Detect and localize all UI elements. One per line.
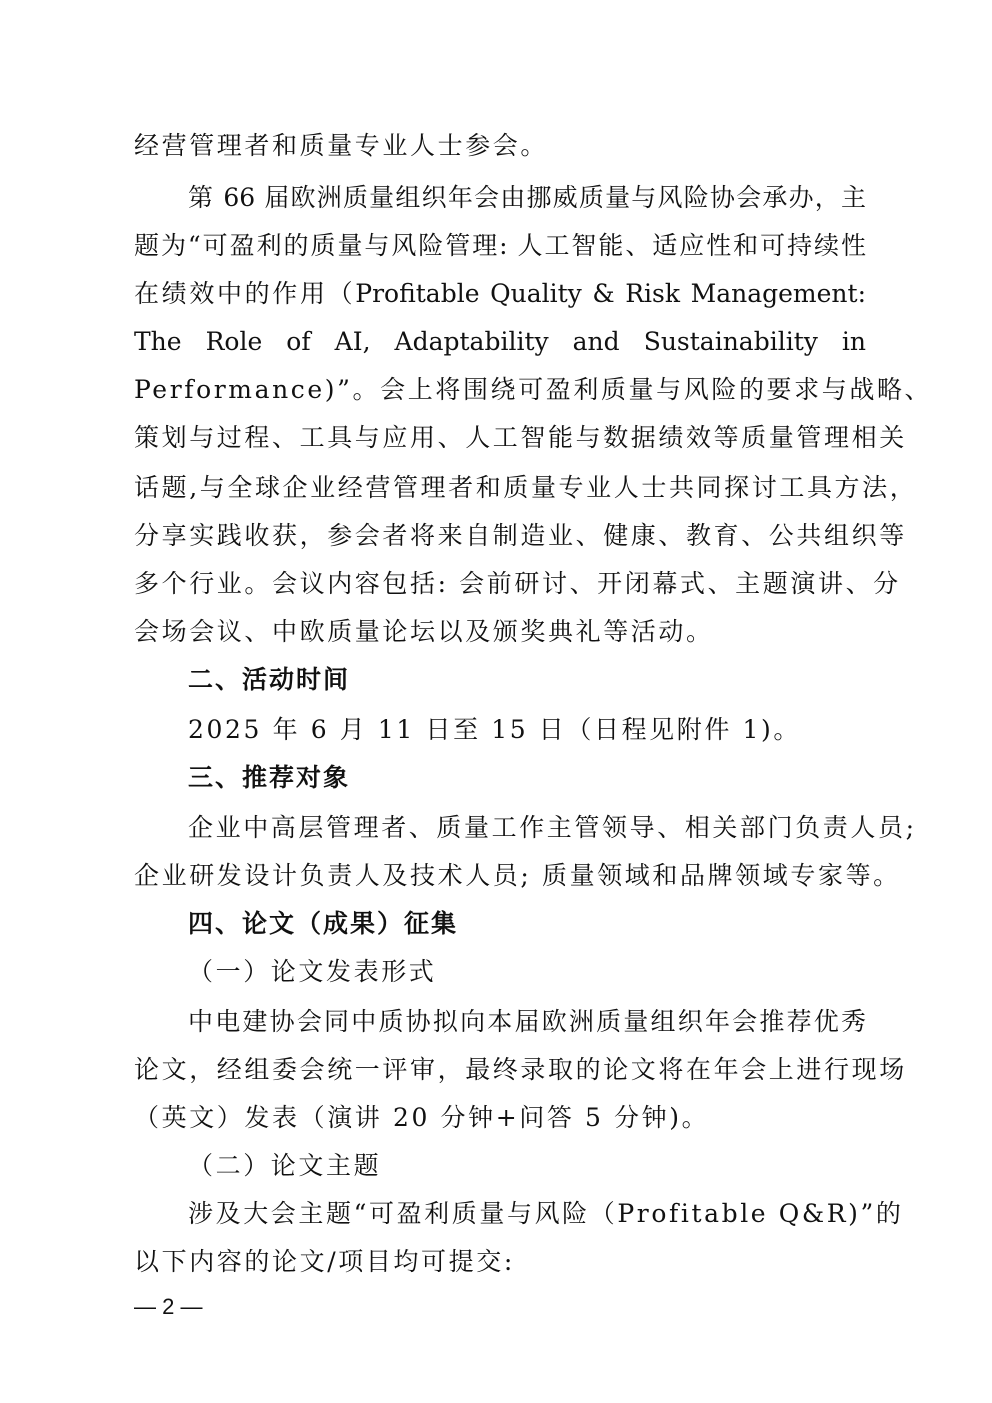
- section-heading-2: 二、活动时间: [188, 665, 351, 694]
- subsection-heading-1: （一）论文发表形式: [188, 957, 437, 986]
- paragraph-line: 2025 年 6 月 11 日至 15 日（日程见附件 1)。: [188, 715, 801, 744]
- paragraph-line: 企业中高层管理者、质量工作主管领导、相关部门负责人员;: [188, 813, 917, 842]
- paragraph-line: Performance)”。会上将围绕可盈利质量与风险的要求与战略、: [134, 375, 933, 404]
- paragraph-line: 中电建协会同中质协拟向本届欧洲质量组织年会推荐优秀: [188, 1007, 866, 1036]
- paragraph-line: 涉及大会主题“可盈利质量与风险（Profitable Q&R)”的: [188, 1199, 904, 1228]
- paragraph-line: 策划与过程、工具与应用、人工智能与数据绩效等质量管理相关: [134, 423, 907, 452]
- paragraph-line: （英文）发表（演讲 20 分钟+问答 5 分钟)。: [134, 1103, 710, 1132]
- paragraph-line: 题为“可盈利的质量与风险管理: 人工智能、适应性和可持续性: [134, 231, 866, 260]
- paragraph-line: 会场会议、中欧质量论坛以及颁奖典礼等活动。: [134, 617, 714, 646]
- paragraph-line: 企业研发设计负责人及技术人员; 质量领域和品牌领域专家等。: [134, 861, 901, 890]
- section-heading-4: 四、论文（成果）征集: [188, 909, 459, 938]
- paragraph-line: 经营管理者和质量专业人士参会。: [134, 131, 549, 160]
- paragraph-line: 第 66 届欧洲质量组织年会由挪威质量与风险协会承办，主: [188, 183, 866, 212]
- paragraph-line: The Role of AI, Adaptability and Sustainability in: [134, 327, 866, 356]
- paragraph-line: 在绩效中的作用（Profitable Quality & Risk Management:: [134, 279, 866, 308]
- subsection-heading-2: （二）论文主题: [188, 1151, 382, 1180]
- section-heading-3: 三、推荐对象: [188, 763, 351, 792]
- paragraph-line: 以下内容的论文/项目均可提交:: [134, 1247, 515, 1276]
- paragraph-line: 多个行业。会议内容包括: 会前研讨、开闭幕式、主题演讲、分: [134, 569, 901, 598]
- paragraph-line: 话题,与全球企业经营管理者和质量专业人士共同探讨工具方法，: [134, 473, 918, 502]
- page-number: — 2 —: [134, 1294, 203, 1319]
- paragraph-line: 论文，经组委会统一评审，最终录取的论文将在年会上进行现场: [134, 1055, 907, 1084]
- paragraph-line: 分享实践收获，参会者将来自制造业、健康、教育、公共组织等: [134, 521, 907, 550]
